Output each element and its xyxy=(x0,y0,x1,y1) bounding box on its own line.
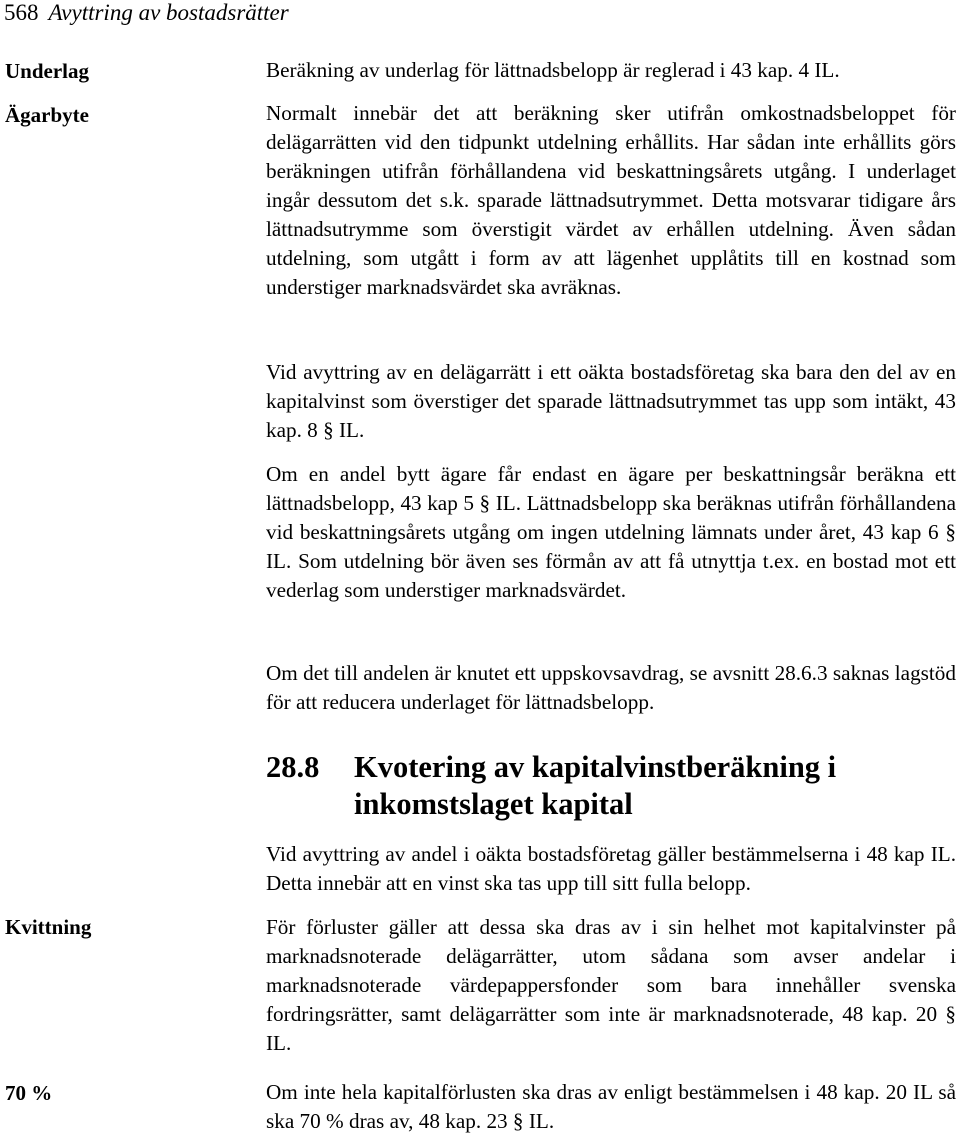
paragraph-kvotering: Vid avyttring av andel i oäkta bostadsföretag gäller bestämmelserna i 48 kap IL. Detta innebär att en vinst ska tas upp till sitt fulla belopp. xyxy=(266,842,956,895)
paragraph-bytt-agare: Om en andel bytt ägare får endast en ägare per beskattningsår beräkna ett lättnadsbelopp, 43 kap 5 § IL. Lättnadsbelopp ska beräknas utifrån förhållandena vid beskattningsårets utgång om ingen utdelning lämnats under året, 43 kap 6 § IL. Som utdelning bör även ses förmån av att få utnyttja t.ex. en bostad mot ett vederlag som understiger marknadsvärdet. xyxy=(266,462,956,602)
paragraph-sparade-lattnadsutrymme: Vid avyttring av en delägarrätt i ett oäkta bostadsföretag ska bara den del av en kapitalvinst som överstiger det sparade lättnadsutrymmet tas upp som intäkt, 43 kap. 8 § IL. xyxy=(266,360,956,442)
margin-label-agarbyte: Ägarbyte xyxy=(5,103,89,127)
margin-label-kvittning: Kvittning xyxy=(5,915,92,939)
page-header xyxy=(4,0,289,28)
page-number: 568 xyxy=(4,0,39,25)
section-heading xyxy=(266,749,956,823)
paragraph-kvittning: För förluster gäller att dessa ska dras av i sin helhet mot kapitalvinster på marknadsnoterade delägarrätter, utom sådana som avser andelar i marknadsnoterade värdepappersfonder som bara innehåller svenska fordringsrätter, samt delägarrätter som inte är marknadsnoterade, 48 kap. 20 § IL. xyxy=(266,915,956,1055)
running-title: Avyttring av bostadsrätter xyxy=(48,0,289,25)
section-title: Kvotering av kapitalvinstberäkning i inkomstslaget kapital xyxy=(354,750,837,821)
paragraph-underlag: Beräkning av underlag för lättnadsbelopp är reglerad i 43 kap. 4 IL. xyxy=(266,58,840,82)
paragraph-uppskovsavdrag: Om det till andelen är knutet ett uppskovsavdrag, se avsnitt 28.6.3 saknas lagstöd för att reducera underlaget för lättnadsbelopp. xyxy=(266,661,956,714)
margin-label-underlag: Underlag xyxy=(5,59,89,83)
paragraph-70-procent: Om inte hela kapitalförlusten ska dras av enligt bestämmelsen i 48 kap. 20 IL så ska 70 % dras av, 48 kap. 23 § IL. xyxy=(266,1080,956,1133)
section-number: 28.8 xyxy=(266,750,320,784)
margin-label-70-procent: 70 % xyxy=(5,1081,53,1105)
paragraph-agarbyte: Normalt innebär det att beräkning sker utifrån omkostnadsbeloppet för delägarrätten vid den tidpunkt utdelning erhållits. Har sådan inte erhållits görs beräkningen utifrån förhållandena vid beskattningsårets utgång. I underlaget ingår dessutom det s.k. sparade lättnadsutrymmet. Detta motsvarar tidigare års lättnadsutrymme som överstigit värdet av erhållen utdelning. Även sådan utdelning, som utgått i form av att lägenhet upplåtits till en kostnad som understiger marknadsvärdet ska avräknas. xyxy=(266,101,956,299)
